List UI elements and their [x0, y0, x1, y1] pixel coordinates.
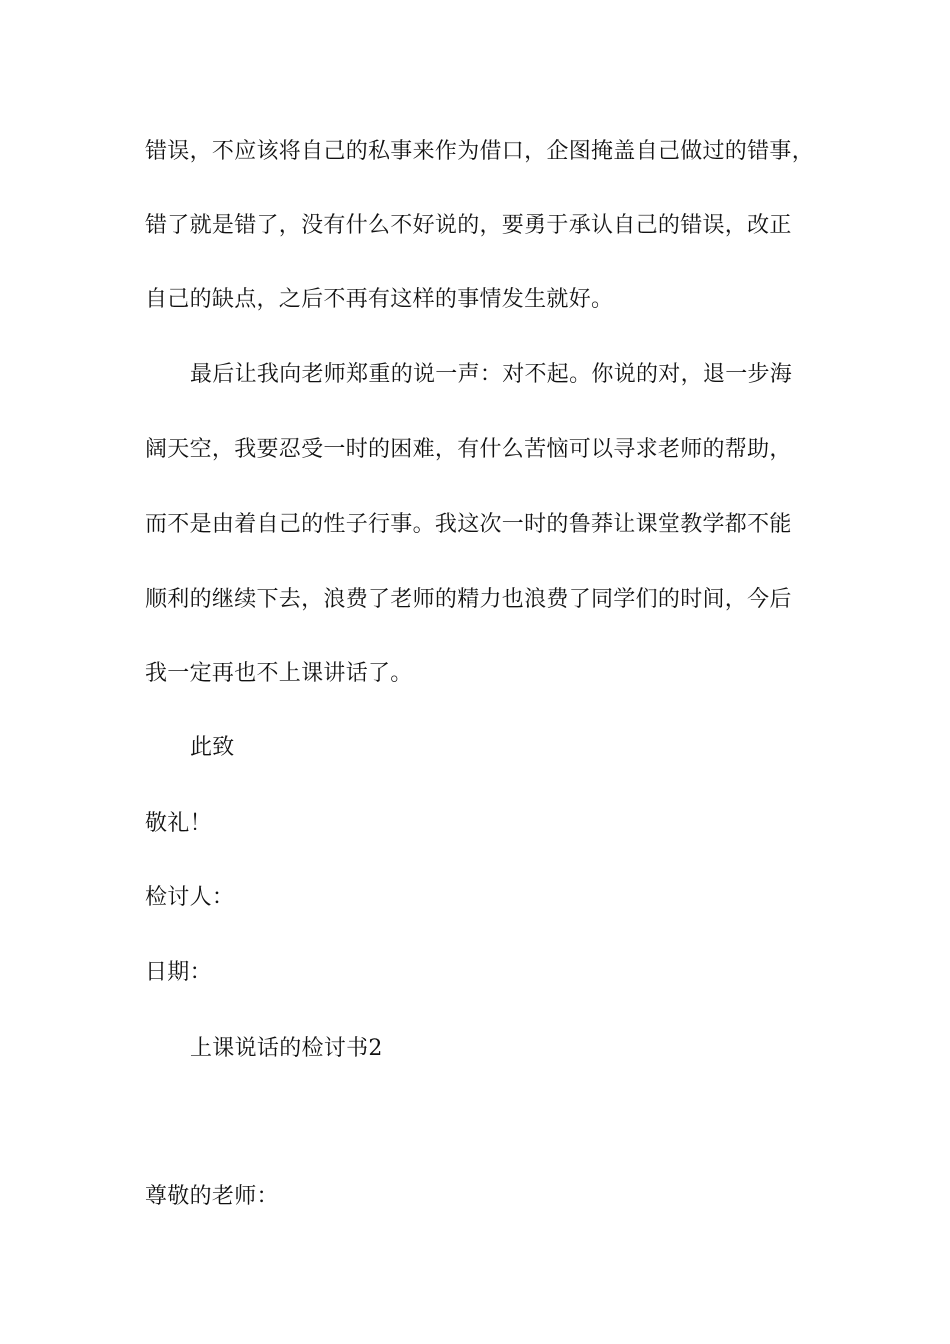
paragraph-line: 自己的缺点，之后不再有这样的事情发生就好。: [145, 287, 614, 312]
paragraph-line: 我一定再也不上课讲话了。: [145, 661, 413, 686]
paragraph-line: 而不是由着自己的性子行事。我这次一时的鲁莽让课堂教学都不能: [145, 512, 792, 537]
section-title: 上课说话的检讨书2: [190, 1036, 383, 1061]
paragraph-line: 最后让我向老师郑重的说一声：对不起。你说的对，退一步海: [190, 362, 793, 387]
paragraph-line: 顺利的继续下去，浪费了老师的精力也浪费了同学们的时间，今后: [145, 587, 792, 612]
signer-label: 检讨人：: [145, 885, 235, 910]
closing-text: 此致: [190, 735, 235, 760]
greeting-text: 尊敬的老师：: [145, 1184, 279, 1209]
date-label: 日期：: [145, 960, 212, 985]
paragraph-line: 错了就是错了，没有什么不好说的，要勇于承认自己的错误，改正: [145, 213, 792, 238]
salute-text: 敬礼！: [145, 811, 212, 836]
paragraph-line: 阔天空，我要忍受一时的困难，有什么苦恼可以寻求老师的帮助，: [145, 437, 792, 462]
paragraph-line: 错误，不应该将自己的私事来作为借口，企图掩盖自己做过的错事，: [145, 139, 815, 164]
